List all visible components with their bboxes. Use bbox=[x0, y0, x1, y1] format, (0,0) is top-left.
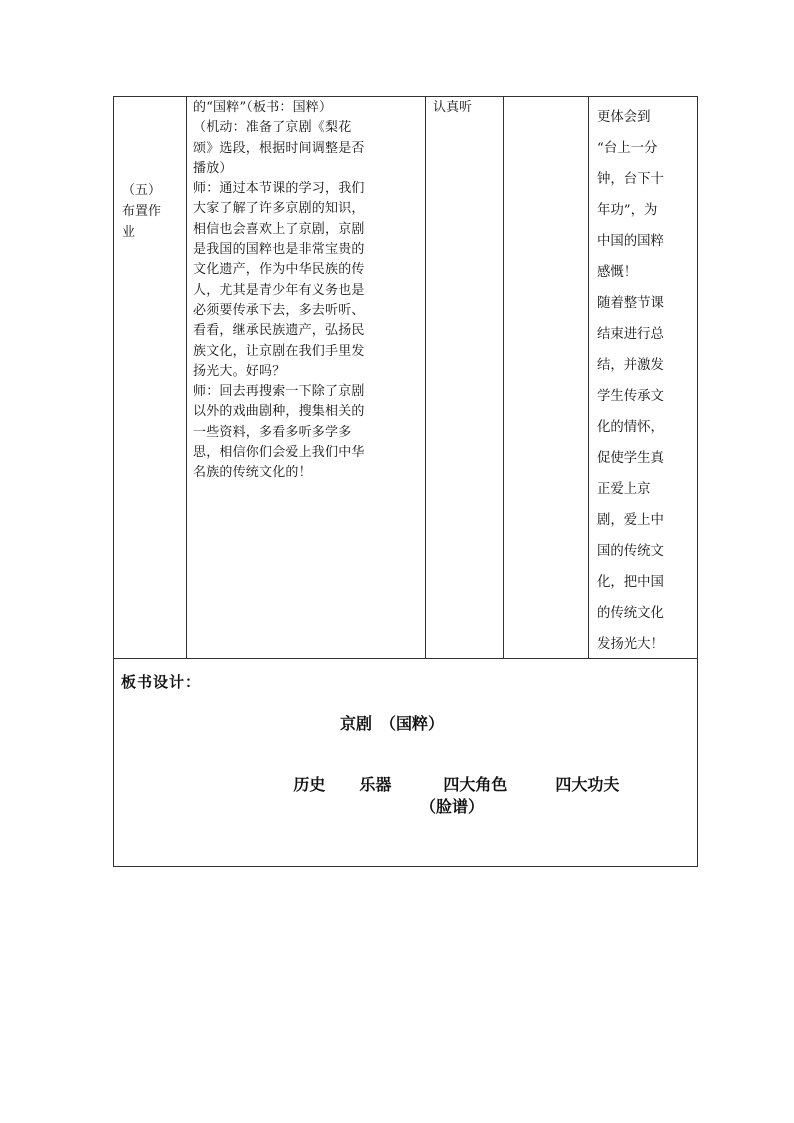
column-divider-1 bbox=[186, 96, 187, 658]
board-item-history: 历史 bbox=[293, 775, 326, 794]
lesson-plan-table bbox=[113, 96, 698, 867]
design-intent-cell: 更体会到 “台上一分 钟，台下十 年功”，为 中国的国粹 感慨！ 随着整节课 结束进行总 结，并激发 学生传承文 化的情怀， 促使学生真 正爱上京 剧，爱上中 国的传统文 化，把中国 的传统文化 发扬光大！ bbox=[597, 110, 664, 652]
column-divider-4 bbox=[588, 96, 589, 658]
student-activity-cell: 认真听 bbox=[433, 100, 473, 115]
board-item-roles: 四大角色 bbox=[443, 775, 508, 794]
section-label-cell: （五） 布置作 业 bbox=[122, 183, 162, 240]
board-item-instruments: 乐器 bbox=[359, 775, 392, 794]
column-divider-3 bbox=[503, 96, 504, 658]
board-item-skills: 四大功夫 bbox=[555, 775, 620, 794]
table-bottom-border bbox=[113, 866, 698, 867]
board-line-main: 京剧 （国粹） bbox=[340, 714, 445, 733]
board-line-facial-makeup: （脸谱） bbox=[420, 797, 485, 816]
teacher-activity-cell: 的“国粹”（板书：国粹） （机动：准备了京剧《梨花 颂》选段，根据时间调整是否 播放） 师：通过本节课的学习，我们 大家了解了许多京剧的知识， 相信也会喜欢上了京剧，京剧 是我国的国粹也是非常宝贵的 文化遗产，作为中华民族的传 人，尤其是青少年有义务也是 必须要传承下去，多去听听、 看看，继承民族遗产，弘扬民 族文化，让京剧在我们手里发 扬光大。好吗？ 师：回去再搜索一下除了京剧 以外的戏曲剧种，搜集相关的 一些资料，多看多听多学多 思，相信你们会爱上我们中华 名族的传统文化的！ bbox=[193, 100, 365, 481]
table-left-border bbox=[113, 96, 114, 867]
table-right-border bbox=[697, 96, 698, 867]
table-top-border bbox=[113, 96, 698, 97]
column-divider-2 bbox=[425, 96, 426, 658]
board-design-title: 板书设计： bbox=[121, 673, 202, 691]
